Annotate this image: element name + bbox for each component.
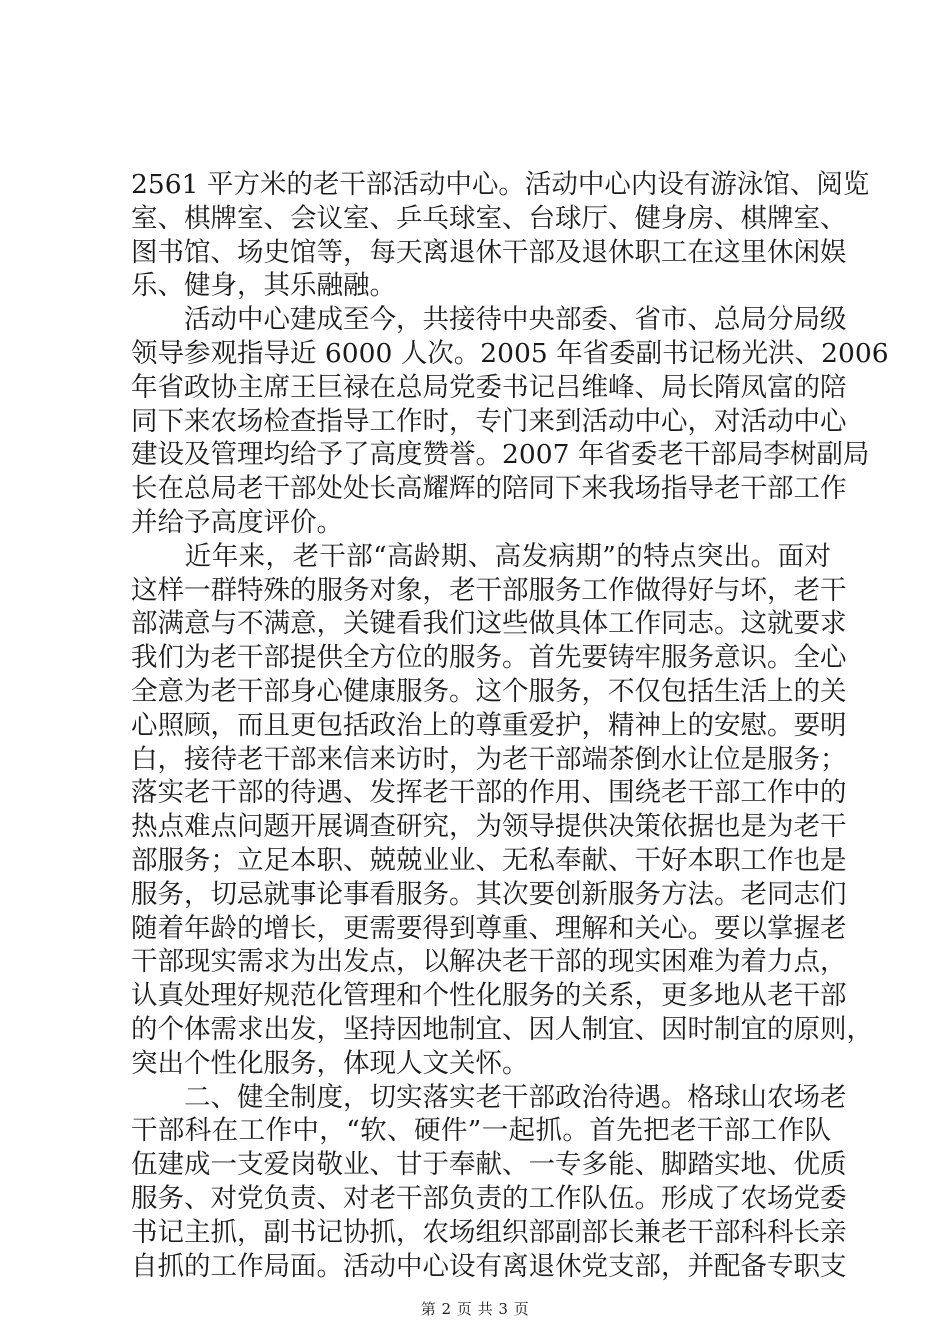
text-line: 服务，切忌就事论事看服务。其次要创新服务方法。老同志们 <box>131 878 847 910</box>
text-line: 白，接待老干部来信来访时，为老干部端茶倒水让位是服务； <box>131 743 847 775</box>
text-line: 年省政协主席王巨禄在总局党委书记吕维峰、局长隋凤富的陪 <box>131 371 847 403</box>
text-line: 我们为老干部提供全方位的服务。首先要铸牢服务意识。全心 <box>131 642 847 674</box>
text-line: 全意为老干部身心健康服务。这个服务，不仅包括生活上的关 <box>131 675 847 707</box>
text-line: 认真处理好规范化管理和个性化服务的关系，更多地从老干部 <box>131 980 847 1012</box>
text-line: 书记主抓，副书记协抓，农场组织部副部长兼老干部科科长亲 <box>131 1216 847 1248</box>
text-line: 这样一群特殊的服务对象，老干部服务工作做得好与坏，老干 <box>131 574 847 606</box>
text-line: 干部现实需求为出发点，以解决老干部的现实困难为着力点， <box>131 946 847 978</box>
text-line: 伍建成一支爱岗敬业、甘于奉献、一专多能、脚踏实地、优质 <box>131 1149 847 1181</box>
text-line: 部服务；立足本职、兢兢业业、无私奉献、干好本职工作也是 <box>131 844 847 876</box>
text-line: 2561 平方米的老干部活动中心。活动中心内设有游泳馆、阅览 <box>131 169 870 200</box>
text-line: 随着年龄的增长，更需要得到尊重、理解和关心。要以掌握老 <box>131 912 847 944</box>
text-line: 领导参观指导近 6000 人次。2005 年省委副书记杨光洪、2006 <box>131 337 889 369</box>
text-line: 的个体需求出发，坚持因地制宜、因人制宜、因时制宜的原则， <box>131 1013 873 1045</box>
text-line: 室、棋牌室、会议室、乒乓球室、台球厅、健身房、棋牌室、 <box>131 202 847 234</box>
text-line: 同下来农场检查指导工作时，专门来到活动中心，对活动中心 <box>131 405 847 437</box>
text-line: 服务、对党负责、对老干部负责的工作队伍。形成了农场党委 <box>131 1182 847 1214</box>
text-line: 心照顾，而且更包括政治上的尊重爱护，精神上的安慰。要明 <box>131 709 847 741</box>
text-line: 热点难点问题开展调查研究，为领导提供决策依据也是为老干 <box>131 811 847 843</box>
text-line: 干部科在工作中，“软、硬件”一起抓。首先把老干部工作队 <box>131 1115 831 1147</box>
text-line: 建设及管理均给予了高度赞誉。2007 年省委老干部局李树副局 <box>131 439 870 471</box>
text-line: 自抓的工作局面。活动中心设有离退休党支部，并配备专职支 <box>131 1250 847 1282</box>
text-line: 近年来，老干部“高龄期、高发病期”的特点突出。面对 <box>131 540 831 572</box>
text-line: 长在总局老干部处处长高耀辉的陪同下来我场指导老干部工作 <box>131 473 847 505</box>
text-line: 二、健全制度，切实落实老干部政治待遇。格球山农场老 <box>131 1081 847 1113</box>
page-footer: 第 2 页 共 3 页 <box>420 1300 530 1318</box>
text-line: 突出个性化服务，体现人文关怀。 <box>131 1047 529 1079</box>
text-line: 活动中心建成至今，共接待中央部委、省市、总局分局级 <box>131 304 847 336</box>
text-line: 图书馆、场史馆等，每天离退休干部及退休职工在这里休闲娱 <box>131 236 847 268</box>
text-line: 并给予高度评价。 <box>131 506 343 538</box>
text-line: 部满意与不满意，关键看我们这些做具体工作同志。这就要求 <box>131 608 847 640</box>
text-line: 落实老干部的待遇、发挥老干部的作用、围绕老干部工作中的 <box>131 777 847 809</box>
document-body <box>131 168 889 1283</box>
text-line: 乐、健身，其乐融融。 <box>131 270 396 302</box>
